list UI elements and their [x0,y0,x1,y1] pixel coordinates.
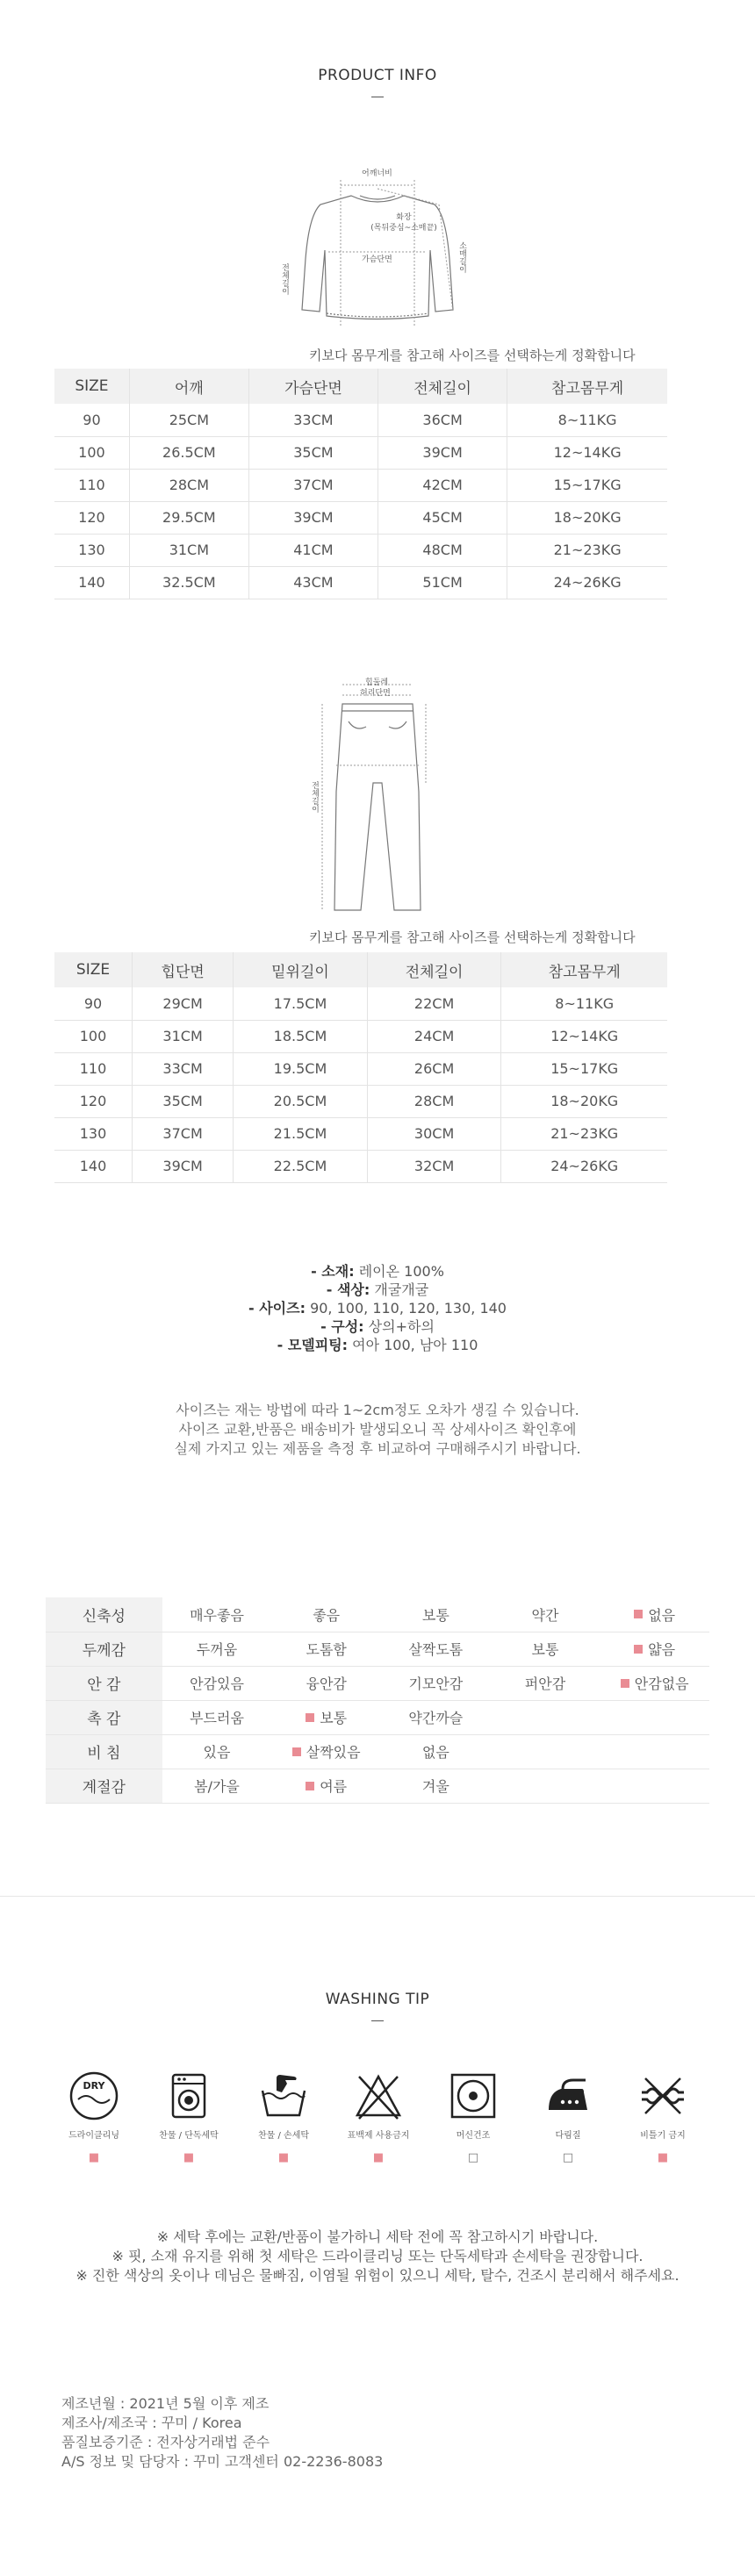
table-cell: 21~23KG [501,1117,667,1150]
washing-item [339,2071,418,2164]
checked-mark-icon: ■ [88,2151,100,2164]
feel-label: 두께감 [46,1632,162,1666]
table-row [54,469,667,501]
feel-option [381,1700,491,1734]
feel-option [162,1769,272,1803]
feel-option-label: 약간까슬 [408,1710,464,1726]
feel-option-label: 기모안감 [408,1675,464,1692]
feel-option [381,1632,491,1666]
table-row [54,436,667,469]
table-cell: 21~23KG [507,534,667,566]
feel-option [600,1666,709,1700]
footer-line: 제조사/제조국 : 꾸미 / Korea [61,2415,242,2431]
table-cell: 29CM [133,987,234,1020]
feel-row [46,1632,709,1666]
table-cell: 12~14KG [501,1020,667,1052]
title-divider [371,2020,384,2021]
length-left-label: 전체길이 [280,263,289,295]
table-cell: 130 [54,534,129,566]
column-header: 어깨 [129,369,248,404]
feel-option [600,1734,709,1769]
fabric-feel-table [46,1597,709,1804]
detail-model-fit [0,1336,755,1354]
table-cell: 12~14KG [507,436,667,469]
table-cell: 35CM [133,1085,234,1117]
table-row [54,534,667,566]
table-row [54,1117,667,1150]
feel-option [162,1700,272,1734]
feel-option-label: 좋음 [313,1606,341,1624]
washing-label: 비틀기 금지 [640,2131,686,2141]
table-cell: 18.5CM [234,1020,368,1052]
table-cell: 120 [54,501,129,534]
dry-clean-icon [54,2071,133,2122]
product-footer [61,2394,383,2472]
table-cell: 45CM [378,501,507,534]
feel-option-label: 융안감 [306,1675,347,1692]
feel-option-label: 살짝있음 [306,1744,361,1761]
washing-item [149,2071,228,2164]
checked-mark-icon: ■ [277,2151,290,2164]
table-cell: 35CM [248,436,378,469]
table-cell: 26.5CM [129,436,248,469]
notice-line: 사이즈는 재는 방법에 따라 1~2cm정도 오차가 생길 수 있습니다. [176,1402,579,1418]
table-row [54,1085,667,1117]
feel-option-label: 살짝도톰 [408,1641,464,1658]
selected-marker-icon [292,1747,301,1756]
column-header: SIZE [54,369,129,404]
column-header: 가슴단면 [248,369,378,404]
table-cell: 39CM [248,501,378,534]
column-header: 밑위길이 [234,952,368,987]
table-cell: 140 [54,1150,133,1182]
feel-option [162,1734,272,1769]
feel-label: 신축성 [46,1597,162,1632]
table-cell: 22.5CM [234,1150,368,1182]
footer-line: 제조년월 : 2021년 5월 이후 제조 [61,2395,270,2412]
feel-row [46,1597,709,1632]
table-cell: 33CM [248,404,378,436]
table-row [54,501,667,534]
table-cell: 110 [54,1052,133,1085]
feel-option [381,1769,491,1803]
chest-label: 가슴단면 [362,255,392,264]
feel-option [162,1597,272,1632]
feel-option [491,1734,600,1769]
detail-value: 레이온 100% [354,1263,444,1280]
section-divider [0,1896,755,1897]
table-cell: 110 [54,469,129,501]
top-size-table [54,369,667,599]
feel-label: 안 감 [46,1666,162,1700]
selected-marker-icon [306,1782,314,1790]
selected-marker-icon [634,1645,643,1654]
unchecked-mark-icon: □ [467,2151,479,2164]
table-cell: 18~20KG [501,1085,667,1117]
table-cell: 130 [54,1117,133,1150]
feel-option [271,1632,381,1666]
table-header-row [54,369,667,404]
table-cell: 25CM [129,404,248,436]
notice-line: 사이즈 교환,반품은 배송비가 발생되오니 꼭 상세사이즈 확인후에 [178,1421,577,1438]
size-notice [0,1401,755,1459]
washing-notes [0,2228,755,2285]
table-cell: 90 [54,987,133,1020]
table-cell: 48CM [378,534,507,566]
feel-option-label: 보통 [421,1606,449,1624]
feel-option [381,1597,491,1632]
waist-label: 허리단면 [360,689,391,698]
product-info-title: PRODUCT INFO [318,67,437,84]
table-cell: 37CM [133,1117,234,1150]
feel-option [600,1632,709,1666]
product-details [0,1262,755,1354]
table-cell: 17.5CM [234,987,368,1020]
feel-option-label: 도톰함 [306,1641,347,1658]
feel-option [162,1666,272,1700]
selected-marker-icon [621,1679,629,1688]
table-cell: 8~11KG [507,404,667,436]
washing-item [528,2071,608,2164]
iron-icon [528,2071,608,2122]
column-header: 참고몸무게 [507,369,667,404]
detail-material [0,1262,755,1281]
detail-size [0,1299,755,1317]
feel-row [46,1734,709,1769]
table-cell: 37CM [248,469,378,501]
feel-row [46,1700,709,1734]
feel-label: 비 침 [46,1734,162,1769]
detail-value: 90, 100, 110, 120, 130, 140 [305,1300,507,1317]
feel-option [381,1666,491,1700]
table-cell: 100 [54,436,129,469]
feel-option-label: 겨울 [421,1778,449,1795]
feel-option [491,1597,600,1632]
feel-row [46,1666,709,1700]
table-cell: 41CM [248,534,378,566]
feel-option [491,1632,600,1666]
bottom-size-table [54,952,667,1183]
bottom-measurement-diagram [303,669,452,923]
washing-label: 찬물 / 단독세탁 [159,2131,219,2141]
selected-marker-icon [634,1610,643,1618]
table-row [54,1052,667,1085]
table-cell: 15~17KG [507,469,667,501]
feel-option-label: 얇음 [648,1641,676,1658]
detail-value: 여아 100, 남아 110 [348,1337,478,1353]
feel-label: 촉 감 [46,1700,162,1734]
feel-option-label: 있음 [203,1744,231,1761]
feel-option [600,1700,709,1734]
unchecked-mark-icon: □ [562,2151,574,2164]
feel-option [162,1632,272,1666]
size-note: 키보다 몸무게를 참고해 사이즈를 선택하는게 정확합니다 [309,929,636,945]
footer-line: A/S 정보 및 담당자 : 꾸미 고객센터 02-2236-8083 [61,2453,384,2470]
table-cell: 39CM [133,1150,234,1182]
detail-label: - 사이즈: [248,1300,306,1317]
table-row [54,1150,667,1182]
feel-option-label: 없음 [421,1744,449,1761]
feel-option-label: 퍼안감 [524,1675,566,1692]
column-header: 전체길이 [367,952,501,987]
table-cell: 43CM [248,566,378,599]
feel-option [600,1597,709,1632]
feel-option-label: 보통 [320,1710,348,1726]
table-cell: 31CM [133,1020,234,1052]
total-length-label: 전체길이 [310,781,319,813]
hand-wash-icon [244,2071,323,2122]
table-cell: 30CM [367,1117,501,1150]
table-cell: 28CM [367,1085,501,1117]
feel-option [271,1666,381,1700]
table-cell: 29.5CM [129,501,248,534]
hip-label: 힙둘레 [365,678,389,687]
table-cell: 33CM [133,1052,234,1085]
table-cell: 20.5CM [234,1085,368,1117]
feel-label: 계절감 [46,1769,162,1803]
table-cell: 24CM [367,1020,501,1052]
feel-option-label: 보통 [531,1641,559,1658]
table-cell: 90 [54,404,129,436]
table-cell: 18~20KG [507,501,667,534]
sleeve-label: 화장 (목뒤중심~소매끝) [370,213,437,233]
feel-option [271,1597,381,1632]
table-cell: 15~17KG [501,1052,667,1085]
detail-composition [0,1317,755,1336]
table-cell: 36CM [378,404,507,436]
table-cell: 39CM [378,436,507,469]
detail-label: - 색상: [326,1281,370,1298]
footer-line: 품질보증기준 : 전자상거래법 준수 [61,2434,270,2450]
checked-mark-icon: ■ [372,2151,385,2164]
column-header: 참고몸무게 [501,952,667,987]
table-cell: 19.5CM [234,1052,368,1085]
washing-note-line: ※ 세탁 후에는 교환/반품이 불가하니 세탁 전에 꼭 참고하시기 바랍니다. [156,2228,599,2245]
table-cell: 140 [54,566,129,599]
feel-option-label: 없음 [648,1606,676,1624]
washing-label: 찬물 / 손세탁 [257,2131,310,2141]
feel-row [46,1769,709,1803]
washing-note-line: ※ 핏, 소재 유지를 위해 첫 세탁은 드라이클리닝 또는 단독세탁과 손세탁을 권장합니다. [111,2248,644,2264]
table-cell: 51CM [378,566,507,599]
table-header-row [54,952,667,987]
table-cell: 100 [54,1020,133,1052]
washing-note-line: ※ 진한 색상의 옷이나 데님은 물빠짐, 이염될 위험이 있으니 세탁, 탈수, 건조시 분리해서 해주세요. [76,2267,680,2284]
dry-icon-text: DRY [83,2080,105,2092]
table-cell: 32.5CM [129,566,248,599]
detail-label: - 모델피팅: [277,1337,349,1353]
no-bleach-icon [339,2071,418,2122]
feel-option-label: 부드러움 [190,1710,244,1726]
column-header: 전체길이 [378,369,507,404]
shoulder-label: 어깨너비 [362,169,392,178]
detail-color [0,1281,755,1299]
feel-option [600,1769,709,1803]
table-cell: 24~26KG [501,1150,667,1182]
feel-option [271,1769,381,1803]
feel-option [491,1700,600,1734]
feel-option [271,1734,381,1769]
checked-mark-icon: ■ [657,2151,669,2164]
table-cell: 120 [54,1085,133,1117]
table-row [54,1020,667,1052]
feel-option-label: 매우좋음 [190,1606,244,1624]
feel-option-label: 약간 [531,1606,559,1624]
column-header: 힙단면 [133,952,234,987]
washing-label: 다림질 [555,2131,581,2141]
length-right-label: 소매길이 [457,241,466,273]
washing-item [623,2071,702,2164]
feel-option [491,1666,600,1700]
detail-value: 상의+하의 [363,1318,435,1335]
table-cell: 31CM [129,534,248,566]
table-row [54,566,667,599]
feel-option [491,1769,600,1803]
machine-wash-icon [149,2071,228,2122]
table-cell: 26CM [367,1052,501,1085]
table-cell: 32CM [367,1150,501,1182]
washing-item [54,2071,133,2164]
checked-mark-icon: ■ [183,2151,195,2164]
feel-option-label: 안감없음 [634,1675,689,1692]
table-row [54,987,667,1020]
column-header: SIZE [54,952,133,987]
washing-item [434,2071,513,2164]
detail-value: 개굴개굴 [370,1281,429,1298]
washing-tip-title: WASHING TIP [325,1991,430,2008]
size-note: 키보다 몸무게를 참고해 사이즈를 선택하는게 정확합니다 [309,348,636,363]
selected-marker-icon [306,1713,314,1722]
notice-line: 실제 가지고 있는 제품을 측정 후 비교하여 구매해주시기 바랍니다. [174,1440,581,1457]
table-cell: 8~11KG [501,987,667,1020]
feel-option-label: 여름 [320,1778,348,1795]
table-cell: 42CM [378,469,507,501]
table-cell: 24~26KG [507,566,667,599]
washing-label: 드라이클리닝 [68,2131,119,2141]
table-cell: 28CM [129,469,248,501]
washing-label: 표백제 사용금지 [347,2131,410,2141]
washing-label: 머신건조 [456,2131,491,2141]
table-cell: 22CM [367,987,501,1020]
washing-item [244,2071,323,2164]
table-cell: 21.5CM [234,1117,368,1150]
table-row [54,404,667,436]
feel-option-label: 봄/가을 [194,1778,240,1795]
no-wring-icon [623,2071,702,2122]
tumble-dry-icon [434,2071,513,2122]
feel-option-label: 두꺼움 [196,1641,238,1658]
detail-label: - 구성: [320,1318,364,1335]
top-measurement-diagram [290,162,465,329]
feel-option [381,1734,491,1769]
detail-label: - 소재: [311,1263,355,1280]
feel-option [271,1700,381,1734]
feel-option-label: 안감있음 [190,1675,244,1692]
